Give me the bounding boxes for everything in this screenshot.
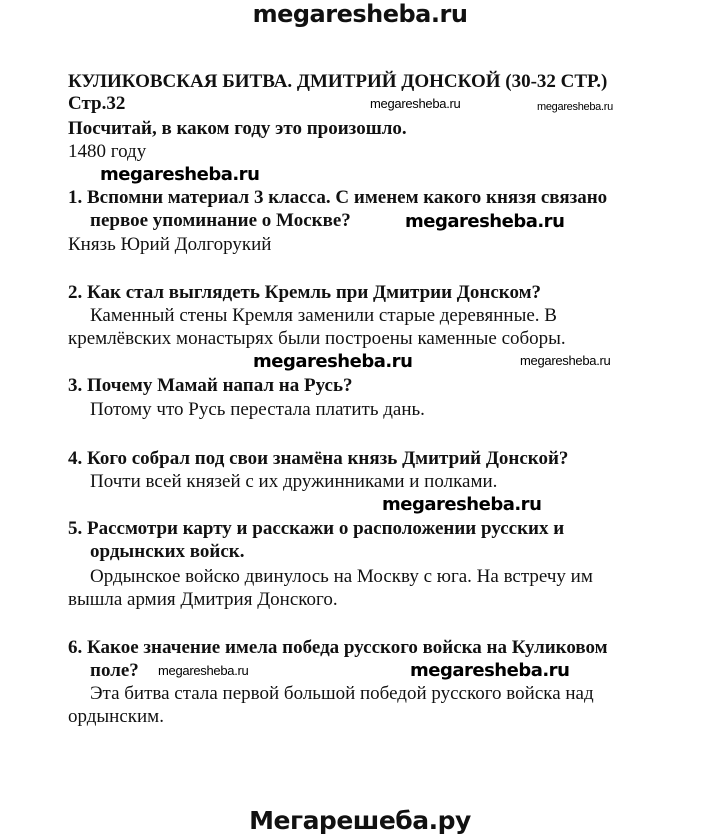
answer-2: Каменный стены Кремля заменили старые деревянные. В <box>90 305 557 326</box>
watermark: megaresheba.ru <box>100 164 260 185</box>
page-label: Стр.32 <box>68 93 126 114</box>
answer-3: Потому что Русь перестала платить дань. <box>90 399 425 420</box>
watermark: megaresheba.ru <box>253 351 413 372</box>
answer-1: Князь Юрий Долгорукий <box>68 234 272 255</box>
watermark: megaresheba.ru <box>158 663 249 678</box>
answer-6-cont: ордынским. <box>68 706 164 727</box>
question-5-cont: ордынских войск. <box>90 541 245 562</box>
question-4: 4. Кого собрал под свои знамёна князь Дмитрий Донской? <box>68 448 569 469</box>
watermark: megaresheba.ru <box>520 353 611 368</box>
answer-2-cont: кремлёвских монастырях были построены каменные соборы. <box>68 328 566 349</box>
answer-4: Почти всей князей с их дружинниками и полками. <box>90 471 498 492</box>
intro-answer: 1480 году <box>68 141 147 162</box>
header-watermark: megaresheba.ru <box>252 0 468 28</box>
footer-watermark: Мегарешеба.ру <box>249 806 471 835</box>
question-2: 2. Как стал выглядеть Кремль при Дмитрии Донском? <box>68 282 542 303</box>
page-title: КУЛИКОВСКАЯ БИТВА. ДМИТРИЙ ДОНСКОЙ (30-32 СТР.) <box>68 71 608 92</box>
watermark: megaresheba.ru <box>382 494 542 515</box>
question-3: 3. Почему Мамай напал на Русь? <box>68 375 353 396</box>
answer-5: Ордынское войско двинулось на Москву с юга. На встречу им <box>90 566 593 587</box>
watermark: megaresheba.ru <box>537 101 613 113</box>
answer-5-cont: вышла армия Дмитрия Донского. <box>68 589 338 610</box>
watermark: megaresheba.ru <box>410 660 570 681</box>
watermark: megaresheba.ru <box>370 96 461 111</box>
question-5: 5. Рассмотри карту и расскажи о расположении русских и <box>68 518 565 539</box>
question-1-cont: первое упоминание о Москве? <box>90 210 351 231</box>
question-6: 6. Какое значение имела победа русского войска на Куликовом <box>68 637 608 658</box>
question-6-cont: поле? <box>90 660 139 681</box>
intro-question: Посчитай, в каком году это произошло. <box>68 118 407 139</box>
watermark: megaresheba.ru <box>405 211 565 232</box>
question-1: 1. Вспомни материал 3 класса. С именем какого князя связано <box>68 187 608 208</box>
answer-6: Эта битва стала первой большой победой русского войска над <box>90 683 594 704</box>
